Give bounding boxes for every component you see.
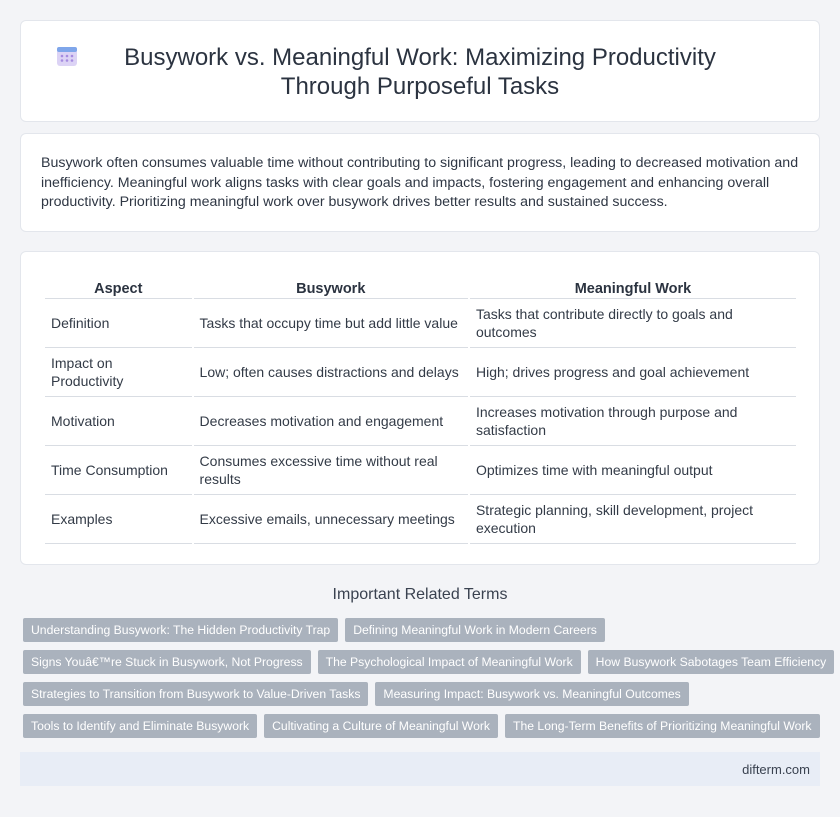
table-cell: Tasks that occupy time but add little value (194, 299, 468, 348)
comparison-table-card (20, 251, 820, 565)
table-cell: Decreases motivation and engagement (194, 397, 468, 446)
table-row (45, 397, 796, 446)
related-terms-list (23, 618, 827, 746)
table-cell: Definition (45, 299, 192, 348)
table-cell: Excessive emails, unnecessary meetings (194, 495, 468, 544)
related-terms-heading: Important Related Terms (332, 586, 508, 603)
table-header-row (45, 275, 796, 299)
table-row (45, 299, 796, 348)
related-term-tag[interactable]: Understanding Busywork: The Hidden Productivity Trap (23, 618, 338, 642)
table-cell: Impact on Productivity (45, 348, 192, 397)
table-cell: Increases motivation through purpose and satisfaction (470, 397, 796, 446)
related-term-tag[interactable]: Measuring Impact: Busywork vs. Meaningful Outcomes (375, 682, 688, 706)
footer-site-link[interactable]: difterm.com (742, 762, 810, 777)
page-title: Busywork vs. Meaningful Work: Maximizing Productivity Through Purposeful Tasks (124, 44, 716, 100)
column-header-busywork: Busywork (194, 275, 468, 299)
table-cell: High; drives progress and goal achievement (470, 348, 796, 397)
table-cell: Time Consumption (45, 446, 192, 495)
related-term-tag[interactable]: The Long-Term Benefits of Prioritizing Meaningful Work (505, 714, 820, 738)
tag-row (23, 650, 827, 674)
table-cell: Motivation (45, 397, 192, 446)
related-term-tag[interactable]: Defining Meaningful Work in Modern Careers (345, 618, 605, 642)
table-cell: Low; often causes distractions and delays (194, 348, 468, 397)
tag-row (23, 714, 823, 738)
column-header-aspect: Aspect (45, 275, 192, 299)
related-term-tag[interactable]: The Psychological Impact of Meaningful Work (318, 650, 581, 674)
table-cell: Tasks that contribute directly to goals and outcomes (470, 299, 796, 348)
table-row (45, 446, 796, 495)
table-cell: Strategic planning, skill development, project execution (470, 495, 796, 544)
related-term-tag[interactable]: Strategies to Transition from Busywork to Value-Driven Tasks (23, 682, 368, 706)
table-cell: Optimizes time with meaningful output (470, 446, 796, 495)
column-header-meaningful-work: Meaningful Work (470, 275, 796, 299)
table-cell: Examples (45, 495, 192, 544)
comparison-table (43, 275, 798, 544)
tag-row (23, 682, 823, 706)
table-row (45, 348, 796, 397)
related-term-tag[interactable]: Signs Youâ€™re Stuck in Busywork, Not Progress (23, 650, 311, 674)
related-term-tag[interactable]: Cultivating a Culture of Meaningful Work (264, 714, 498, 738)
footer (20, 752, 820, 786)
table-cell: Consumes excessive time without real results (194, 446, 468, 495)
tag-row (23, 618, 823, 642)
header-card (20, 20, 820, 122)
table-row (45, 495, 796, 544)
related-term-tag[interactable]: How Busywork Sabotages Team Efficiency (588, 650, 835, 674)
intro-paragraph: Busywork often consumes valuable time without contributing to significant progress, leading to decreased motivation and inefficiency. Meaningful work aligns tasks with clear goals and impacts, fostering engagement and enhancing overall productivity. Prioritizing meaningful work over busywork drives better results and sustained success. (41, 155, 799, 211)
intro-card (20, 133, 820, 232)
related-term-tag[interactable]: Tools to Identify and Eliminate Busywork (23, 714, 257, 738)
